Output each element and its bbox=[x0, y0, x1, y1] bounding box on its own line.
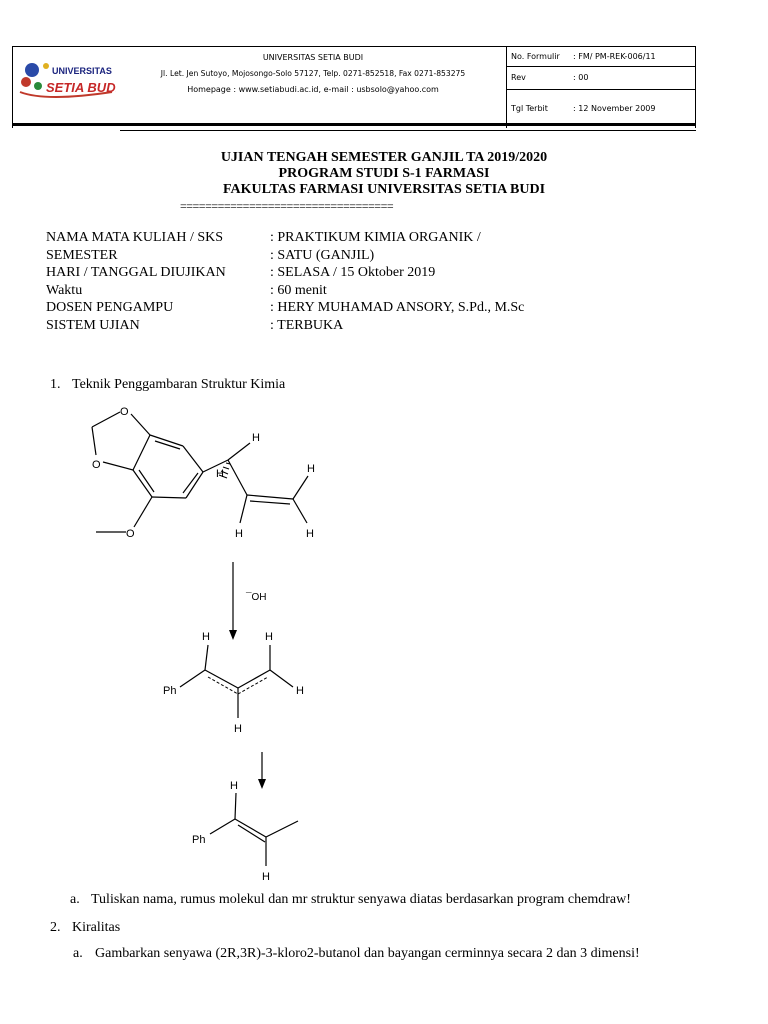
form-divider bbox=[506, 66, 696, 67]
atom-label: H bbox=[252, 432, 260, 444]
atom-label: O bbox=[120, 406, 129, 418]
form-info-box bbox=[506, 46, 697, 128]
atom-label: H bbox=[265, 631, 273, 643]
form-tgl-row bbox=[511, 104, 655, 113]
atom-label: H bbox=[234, 723, 242, 735]
atom-label: H bbox=[202, 631, 210, 643]
info-row bbox=[46, 247, 524, 265]
question-1-title: Teknik Penggambaran Struktur Kimia bbox=[72, 377, 286, 392]
university-homepage: Homepage : www.setiabudi.ac.id, e-mail : usbsolo@yahoo.com bbox=[187, 85, 439, 94]
atom-label: Ph bbox=[192, 834, 206, 846]
form-no-value: : FM/ PM-REK-006/11 bbox=[573, 52, 656, 61]
atom-label: H bbox=[216, 468, 224, 480]
form-rev-row bbox=[511, 73, 588, 82]
university-name: UNIVERSITAS SETIA BUDI bbox=[262, 53, 364, 62]
form-tgl-label: Tgl Terbit bbox=[511, 104, 548, 113]
question-2a-number: a. bbox=[73, 946, 83, 961]
header-rule-thin bbox=[120, 130, 696, 131]
program-title: PROGRAM STUDI S-1 FARMASI bbox=[278, 166, 490, 181]
atom-label: H bbox=[262, 871, 270, 883]
info-row bbox=[46, 317, 524, 335]
university-address: Jl. Let. Jen Sutoyo, Mojosongo-Solo 57127, Telp. 0271-852518, Fax 0271-853275 bbox=[160, 69, 466, 78]
atom-label: H bbox=[230, 780, 238, 792]
atom-label: H bbox=[235, 528, 243, 540]
atom-label: H bbox=[306, 528, 314, 540]
atom-label: O bbox=[126, 528, 135, 540]
atom-label: H bbox=[296, 685, 304, 697]
atom-label: O bbox=[92, 459, 101, 471]
info-label: Waktu bbox=[46, 282, 83, 298]
info-label: NAMA MATA KULIAH / SKS bbox=[46, 230, 224, 245]
title-separator: ================================== bbox=[180, 199, 394, 213]
form-divider bbox=[506, 89, 696, 90]
form-rev-label: Rev bbox=[511, 73, 526, 82]
question-2-number: 2. bbox=[50, 920, 61, 935]
logo-text-bottom: SETIA BUDI bbox=[46, 80, 116, 95]
question-1-number: 1. bbox=[50, 377, 61, 392]
exam-title: UJIAN TENGAH SEMESTER GANJIL TA 2019/2020 bbox=[220, 150, 548, 165]
atom-label: H bbox=[307, 463, 315, 475]
university-logo bbox=[16, 52, 116, 114]
header-center bbox=[128, 50, 498, 98]
info-label: DOSEN PENGAMPU bbox=[46, 300, 174, 315]
form-no-label: No. Formulir bbox=[511, 52, 560, 61]
info-label: SEMESTER bbox=[46, 247, 118, 263]
form-tgl-value: : 12 November 2009 bbox=[573, 104, 656, 113]
question-1a-text: Tuliskan nama, rumus molekul dan mr struktur senyawa diatas berdasarkan program chemdraw! bbox=[91, 892, 631, 907]
info-label: HARI / TANGGAL DIUJIKAN bbox=[46, 265, 226, 280]
header-rule-thick bbox=[12, 123, 696, 126]
reaction-scheme bbox=[0, 395, 768, 885]
form-rev-value: : 00 bbox=[573, 73, 589, 82]
reagent-label: ¯OH bbox=[246, 592, 267, 603]
info-value: : SELASA / 15 Oktober 2019 bbox=[270, 265, 436, 280]
info-value: : TERBUKA bbox=[270, 317, 344, 333]
question-2-title: Kiralitas bbox=[72, 920, 121, 935]
form-no-row bbox=[511, 52, 656, 61]
info-row bbox=[46, 264, 524, 282]
exam-info bbox=[46, 229, 524, 334]
info-value: : PRAKTIKUM KIMIA ORGANIK / bbox=[270, 230, 481, 245]
question-2a-text: Gambarkan senyawa (2R,3R)-3-kloro2-butanol dan bayangan cerminnya secara 2 dan 3 dimensi! bbox=[95, 946, 640, 961]
logo-text-top: UNIVERSITAS bbox=[52, 66, 112, 76]
info-row bbox=[46, 229, 524, 247]
info-value: : HERY MUHAMAD ANSORY, S.Pd., M.Sc bbox=[270, 300, 525, 315]
info-row bbox=[46, 299, 524, 317]
question-1a-number: a. bbox=[70, 892, 80, 907]
info-value: : SATU (GANJIL) bbox=[270, 247, 375, 263]
atom-label: Ph bbox=[163, 685, 177, 697]
info-label: SISTEM UJIAN bbox=[46, 317, 140, 333]
info-row bbox=[46, 282, 524, 300]
info-value: : 60 menit bbox=[270, 282, 327, 298]
faculty-title: FAKULTAS FARMASI UNIVERSITAS SETIA BUDI bbox=[222, 182, 546, 197]
